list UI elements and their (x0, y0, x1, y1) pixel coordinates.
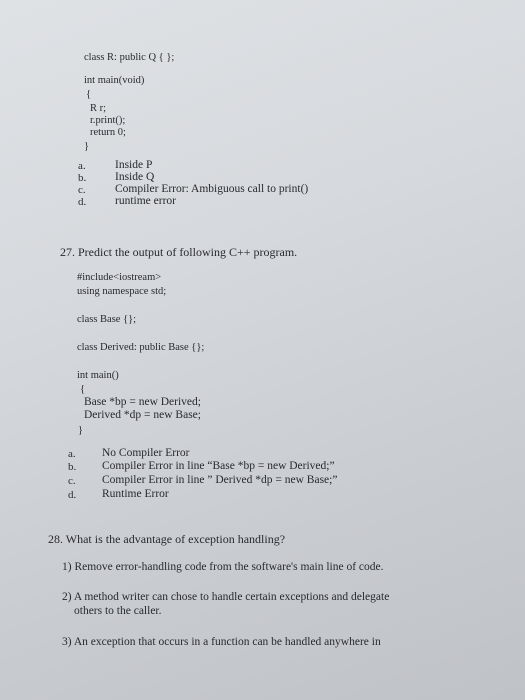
option-text: Inside P (115, 159, 153, 171)
code-line: using namespace std; (77, 286, 167, 297)
option-letter: a. (78, 160, 86, 172)
option-letter: d. (78, 196, 87, 208)
answer-item: 2) A method writer can chose to handle certain exceptions and delegate (62, 591, 390, 603)
option-letter: b. (78, 172, 87, 184)
option-letter: b. (68, 461, 77, 473)
option-letter: a. (68, 448, 76, 460)
code-line: return 0; (90, 127, 126, 138)
answer-item: others to the caller. (74, 605, 162, 617)
code-line: Derived *dp = new Base; (84, 409, 201, 421)
answer-item: 1) Remove error-handling code from the software's main line of code. (62, 561, 384, 573)
code-line: R r; (90, 103, 107, 114)
code-line: { (80, 384, 86, 395)
question-title: 27. Predict the output of following C++ program. (60, 245, 298, 259)
code-line: class Derived: public Base {}; (77, 342, 205, 353)
option-text: Runtime Error (102, 488, 169, 500)
option-text: Inside Q (115, 171, 155, 183)
option-text: Compiler Error in line ” Derived *dp = new Base;” (102, 474, 338, 486)
option-letter: d. (68, 489, 77, 501)
option-text: No Compiler Error (102, 447, 190, 459)
option-letter: c. (78, 184, 86, 196)
option-text: Compiler Error: Ambiguous call to print() (115, 183, 309, 195)
code-line: int main() (77, 370, 119, 381)
option-text: runtime error (115, 195, 176, 207)
code-line: } (78, 425, 84, 436)
code-line: int main(void) (84, 75, 145, 86)
question-title: 28. What is the advantage of exception handling? (48, 532, 286, 546)
code-line: } (84, 141, 90, 152)
option-text: Compiler Error in line “Base *bp = new Derived;” (102, 460, 335, 472)
code-line: #include<iostream> (77, 272, 162, 283)
code-line: class R: public Q { }; (84, 52, 175, 63)
option-letter: c. (68, 475, 76, 487)
code-line: class Base {}; (77, 314, 137, 325)
code-line: r.print(); (90, 115, 126, 126)
code-line: { (86, 89, 92, 100)
code-line: Base *bp = new Derived; (84, 396, 201, 408)
answer-item: 3) An exception that occurs in a function can be handled anywhere in (62, 636, 381, 648)
